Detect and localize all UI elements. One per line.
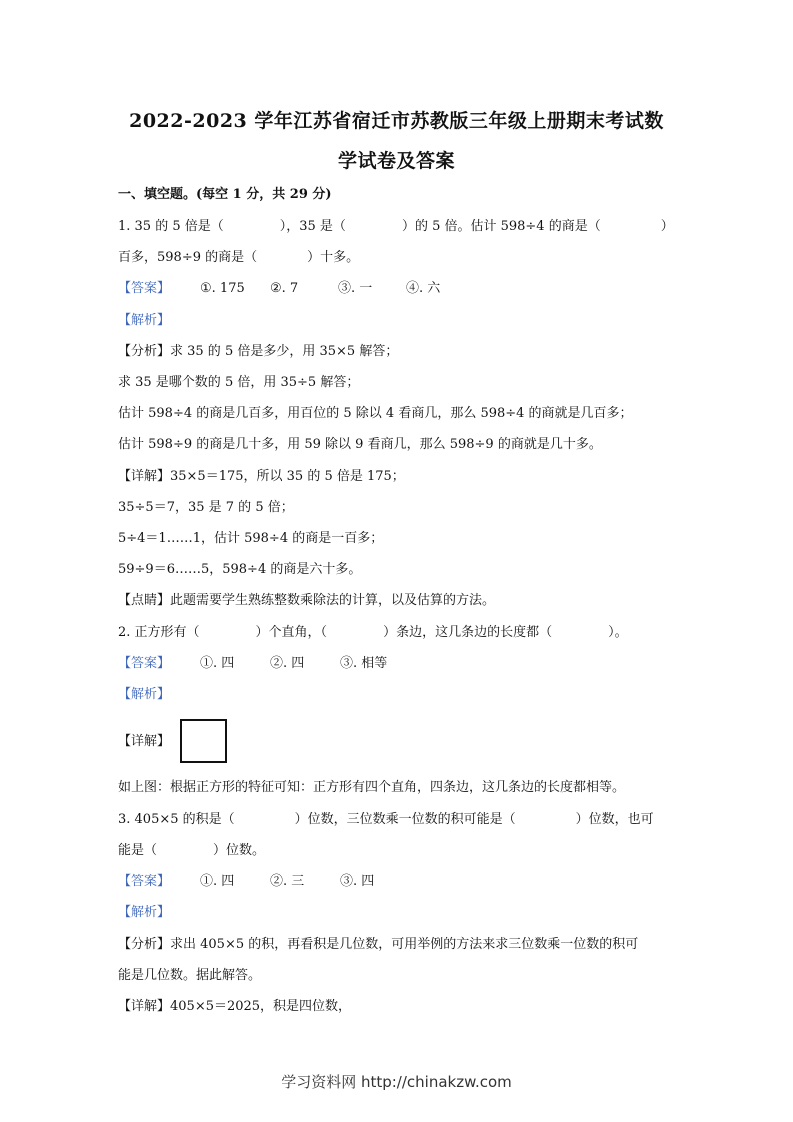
q2-stem bbox=[118, 624, 628, 642]
q1-analysis-tag: 【解析】 bbox=[118, 313, 171, 328]
q1-comment: 【点睛】此题需要学生熟练整数乘除法的计算，以及估算的方法。 bbox=[118, 593, 496, 608]
q2-answer-tag: 【答案】 bbox=[118, 656, 171, 671]
q3-stem-d: 能是（ bbox=[118, 843, 158, 858]
q1-analysis-4: 估计 598÷9 的商是几十多，用 59 除以 9 看商几，那么 598÷9 的商就是几十多。 bbox=[118, 437, 602, 452]
q1-answer-1: ①. 175 bbox=[200, 281, 245, 296]
document-title-line-2: 学试卷及答案 bbox=[337, 150, 455, 172]
q2-analysis-tag: 【解析】 bbox=[118, 687, 171, 702]
q3-stem-line-1 bbox=[118, 811, 654, 829]
footer-watermark: 学习资料网 http://chinakzw.com bbox=[281, 1073, 512, 1091]
q2-stem-b: ）个直角，（ bbox=[255, 625, 328, 640]
section-heading: 一、填空题。(每空 1 分，共 29 分) bbox=[118, 187, 332, 202]
q3-answer-3: ③. 四 bbox=[340, 874, 375, 889]
q3-stem-c: ）位数，也可 bbox=[575, 812, 654, 827]
q1-stem-e: 百多，598÷9 的商是（ bbox=[118, 250, 258, 265]
q1-detail-3: 5÷4＝1……1，估计 598÷4 的商是一百多； bbox=[118, 531, 384, 546]
q1-analysis-3: 估计 598÷4 的商是几百多，用百位的 5 除以 4 看商几，那么 598÷4 的商就是几百多； bbox=[118, 406, 633, 421]
q3-analysis-2: 能是几位数。据此解答。 bbox=[118, 968, 262, 983]
document-title-line-1: 2022-2023 学年江苏省宿迁市苏教版三年级上册期末考试数 bbox=[129, 110, 664, 132]
q2-answer-line bbox=[118, 655, 387, 673]
q1-analysis-2: 求 35 是哪个数的 5 倍，用 35÷5 解答； bbox=[118, 375, 360, 390]
q3-answer-1: ①. 四 bbox=[200, 874, 235, 889]
q2-stem-c: ）条边，这几条边的长度都（ bbox=[383, 625, 553, 640]
q1-stem-d: ） bbox=[660, 219, 674, 234]
q1-stem-c: ）的 5 倍。估计 598÷4 的商是（ bbox=[401, 219, 601, 234]
q2-stem-d: ）。 bbox=[608, 625, 628, 640]
q2-answer-2: ②. 四 bbox=[270, 656, 305, 671]
q3-stem-b: ）位数，三位数乘一位数的积可能是（ bbox=[294, 812, 516, 827]
q1-detail-4: 59÷9＝6……5，598÷4 的商是六十多。 bbox=[118, 562, 362, 577]
q2-stem-a: 2. 正方形有（ bbox=[118, 625, 200, 640]
q1-answer-2: ②. 7 bbox=[270, 281, 299, 296]
q3-stem-e: ）位数。 bbox=[213, 843, 266, 858]
q1-stem-b: ），35 是（ bbox=[279, 219, 346, 234]
q3-analysis-tag: 【解析】 bbox=[118, 905, 171, 920]
q1-stem-a: 1. 35 的 5 倍是（ bbox=[118, 219, 224, 234]
q1-stem-f: ）十多。 bbox=[307, 250, 360, 265]
q2-answer-3: ③. 相等 bbox=[340, 656, 388, 671]
q1-answer-tag: 【答案】 bbox=[118, 281, 171, 296]
q2-explain: 如上图：根据正方形的特征可知：正方形有四个直角，四条边，这几条边的长度都相等。 bbox=[118, 780, 626, 795]
q3-analysis-1: 【分析】求出 405×5 的积，再看积是几位数，可用举例的方法来求三位数乘一位数的积可 bbox=[118, 937, 639, 952]
q3-stem-a: 3. 405×5 的积是（ bbox=[118, 812, 235, 827]
q2-detail-tag: 【详解】 bbox=[118, 734, 171, 749]
q1-analysis-1: 【分析】求 35 的 5 倍是多少，用 35×5 解答； bbox=[118, 344, 399, 359]
q1-stem-line-2 bbox=[118, 249, 359, 267]
q3-detail: 【详解】405×5＝2025，积是四位数， bbox=[118, 999, 352, 1014]
q3-stem-line-2 bbox=[118, 842, 265, 860]
q1-stem-line-1 bbox=[118, 218, 674, 236]
q3-answer-2: ②. 三 bbox=[270, 874, 305, 889]
q1-answer-line bbox=[118, 280, 440, 298]
q1-detail-2: 35÷5＝7，35 是 7 的 5 倍； bbox=[118, 500, 294, 515]
q1-answer-4: ④. 六 bbox=[406, 281, 441, 296]
q3-answer-line bbox=[118, 873, 374, 891]
q2-answer-1: ①. 四 bbox=[200, 656, 235, 671]
q1-answer-3: ③. 一 bbox=[338, 281, 373, 296]
q3-answer-tag: 【答案】 bbox=[118, 874, 171, 889]
square-figure bbox=[180, 719, 227, 763]
q1-detail-1: 【详解】35×5＝175，所以 35 的 5 倍是 175； bbox=[118, 469, 405, 484]
